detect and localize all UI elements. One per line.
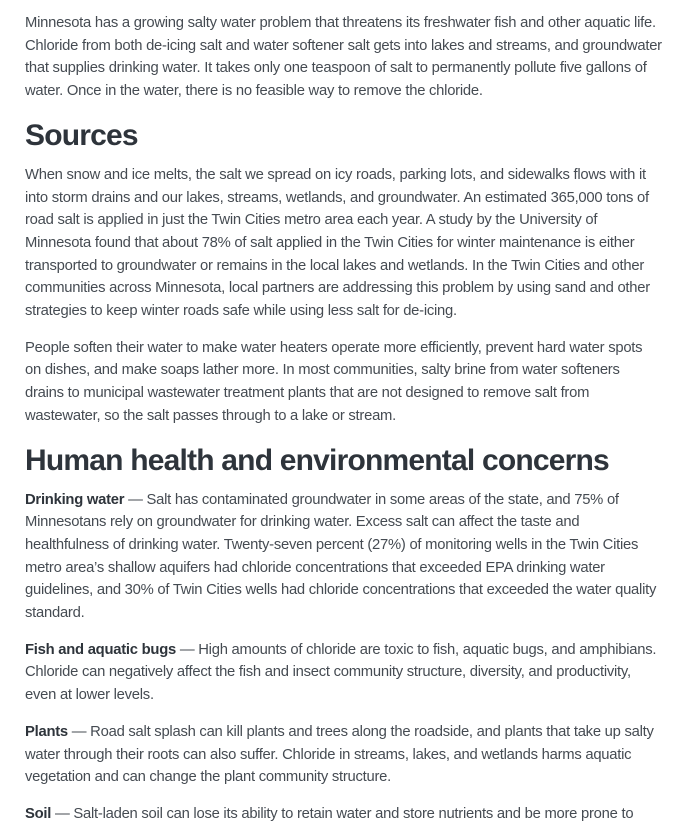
concern-label-fish-bugs: Fish and aquatic bugs [25, 641, 176, 658]
intro-paragraph: Minnesota has a growing salty water problem that threatens its freshwater fish and other aquatic life. Chloride from both de-icing salt and water softener salt gets into lakes and streams, and groundwater that supplies drinking water. It takes only one teaspoon of salt to permanently pollute five gallons of water. Once in the water, there is no feasible way to remove the chloride. [25, 15, 662, 100]
concern-text-plants: — Road salt splash can kill plants and trees along the roadside, and plants that take up salty water through their roots can also suffer. Chloride in streams, lakes, and wetlands harms aquatic vegetation and can change the plant community structure. [25, 723, 654, 786]
concern-label-drinking-water: Drinking water [25, 491, 125, 508]
concern-text-drinking-water: — Salt has contaminated groundwater in some areas of the state, and 75% of Minnesotans rely on groundwater for drinking water. Excess salt can affect the taste and healthfulness of drinking water. Twenty-seven percent (27%) of monitoring wells in the Twin Cities metro area’s shallow aquifers had chloride concentrations that exceeded EPA drinking water guidelines, and 30% of Twin Cities wells had chloride concentrations that exceeded the water quality standard. [25, 491, 657, 622]
sources-paragraph-road-salt: When snow and ice melts, the salt we spread on icy roads, parking lots, and sidewalks flows with it into storm drains and our lakes, streams, wetlands, and groundwater. An estimated 365,000 tons of road salt is applied in just the Twin Cities metro area each year. A study by the University of Minnesota found that about 78% of salt applied in the Twin Cities for winter maintenance is either transported to groundwater or remains in the local lakes and wetlands. In the Twin Cities and other communities across Minnesota, local partners are addressing this problem by using sand and other strategies to keep winter roads safe while using less salt for de-icing. [25, 166, 650, 320]
section-heading-health-concerns: Human health and environmental concerns [25, 443, 609, 477]
concern-text-fish-bugs: — High amounts of chloride are toxic to fish, aquatic bugs, and amphibians. Chloride can negatively affect the fish and insect community structure, diversity, and productivity, even at lower levels. [25, 641, 657, 704]
concern-paragraph-drinking-water [25, 489, 662, 625]
concern-paragraph-plants [25, 721, 662, 789]
section-heading-sources: Sources [25, 118, 138, 152]
concern-label-soil: Soil [25, 805, 52, 822]
concern-paragraph-soil [25, 803, 662, 826]
concern-paragraph-fish-bugs [25, 639, 662, 707]
sources-paragraph-water-softeners: People soften their water to make water heaters operate more efficiently, prevent hard water spots on dishes, and make soaps lather more. In most communities, salty brine from water softeners drains to municipal wastewater treatment plants that are not designed to remove salt from wastewater, so the salt passes through to a lake or stream. [25, 339, 643, 424]
concern-label-plants: Plants [25, 723, 68, 740]
concern-text-soil: — Salt-laden soil can lose its ability to retain water and store nutrients and be more prone to [51, 805, 634, 822]
